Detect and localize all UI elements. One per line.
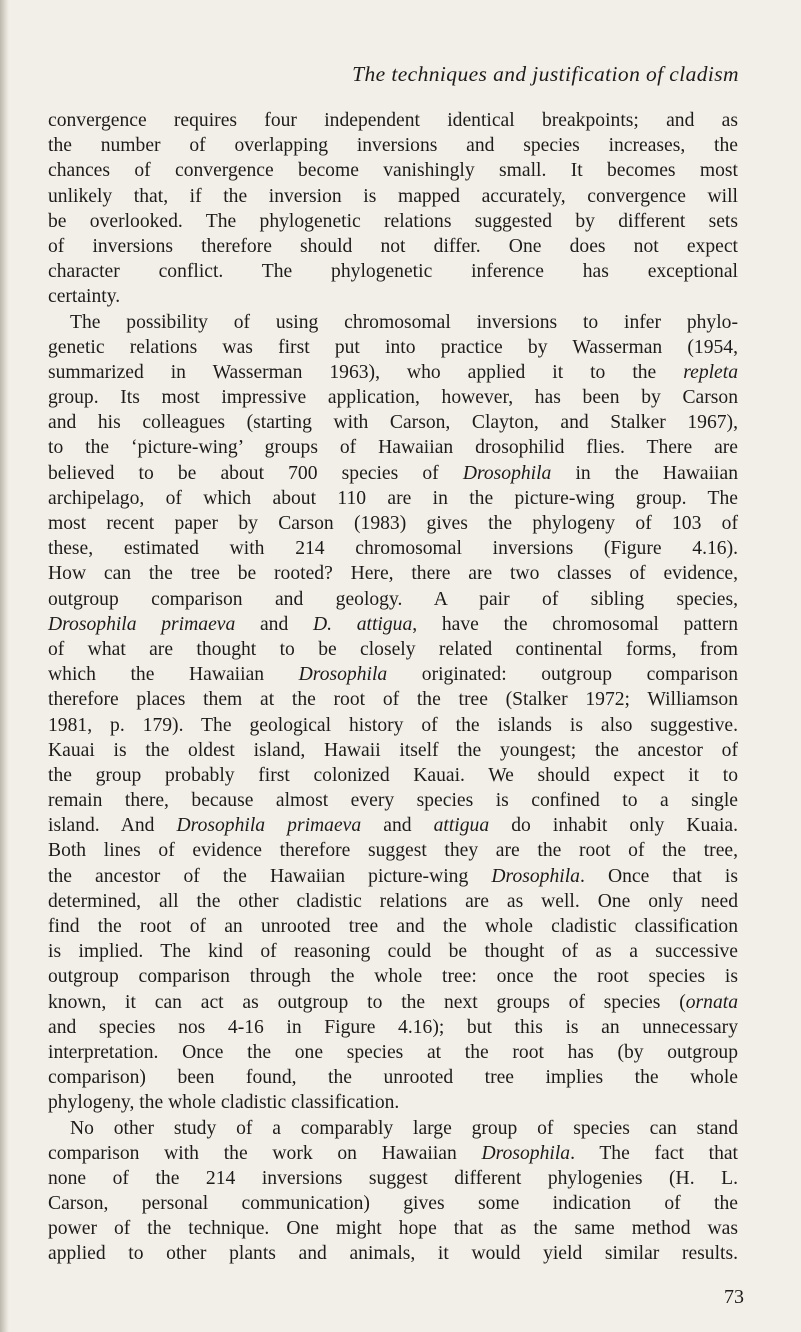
page-number: 73 — [724, 1286, 744, 1308]
page-binding-edge — [0, 0, 9, 1332]
text-line: 1981, p. 179). The geological history of the islands is also suggestive. — [48, 714, 738, 736]
text-line: be overlooked. The phylogenetic relations suggested by different sets — [48, 210, 738, 232]
text-line: The possibility of using chromosomal inversions to infer phylo- — [70, 311, 738, 333]
text-line: How can the tree be rooted? Here, there are two classes of evidence, — [48, 563, 738, 585]
text-line: convergence requires four independent identical breakpoints; and as — [48, 110, 738, 131]
text-line: unlikely that, if the inversion is mapped accurately, convergence will — [48, 185, 738, 207]
text-line: genetic relations was first put into practice by Wasserman (1954, — [48, 336, 738, 358]
text-line: to the ‘picture-wing’ groups of Hawaiian drosophilid flies. There are — [48, 437, 738, 459]
text-line: interpretation. Once the one species at the root has (by outgroup — [48, 1041, 738, 1063]
text-line: summarized in Wasserman 1963), who applied it to the repleta — [48, 361, 738, 383]
text-line: power of the technique. One might hope that as the same method was — [48, 1218, 738, 1240]
text-line: Drosophila primaeva and D. attigua, have the chromosomal pattern — [48, 613, 738, 635]
text-line: applied to other plants and animals, it would yield similar results. — [48, 1243, 738, 1265]
running-head: The techniques and justification of cladism — [352, 62, 739, 86]
text-line: phylogeny, the whole cladistic classification. — [48, 1092, 400, 1114]
text-line: Carson, personal communication) gives some indication of the — [48, 1193, 738, 1215]
text-line: outgroup comparison through the whole tree: once the root species is — [48, 966, 738, 988]
text-line: believed to be about 700 species of Drosophila in the Hawaiian — [48, 462, 738, 484]
text-line: therefore places them at the root of the tree (Stalker 1972; Williamson — [48, 689, 738, 711]
text-line: archipelago, of which about 110 are in the picture-wing group. The — [48, 487, 738, 509]
text-line: is implied. The kind of reasoning could be thought of as a successive — [48, 941, 738, 963]
text-line: the number of overlapping inversions and species increases, the — [48, 135, 738, 157]
text-line: none of the 214 inversions suggest different phylogenies (H. L. — [48, 1167, 738, 1189]
text-line: find the root of an unrooted tree and the whole cladistic classification — [48, 916, 738, 937]
text-line: remain there, because almost every species is confined to a single — [48, 790, 738, 812]
text-line: island. And Drosophila primaeva and attigua do inhabit only Kuaia. — [48, 815, 739, 837]
text-line: Kauai is the oldest island, Hawaii itself the youngest; the ancestor of — [48, 739, 738, 761]
text-line: of inversions therefore should not differ. One does not expect — [48, 235, 738, 257]
text-line: of what are thought to be closely related continental forms, from — [48, 638, 738, 660]
text-line: and his colleagues (starting with Carson, Clayton, and Stalker 1967), — [48, 412, 738, 434]
text-line: known, it can act as outgroup to the next groups of species (ornata — [48, 991, 738, 1013]
text-line: character conflict. The phylogenetic inference has exceptional — [48, 261, 738, 283]
text-line: No other study of a comparably large group of species can stand — [70, 1117, 738, 1139]
text-line: the ancestor of the Hawaiian picture-wing Drosophila. Once that is — [48, 865, 738, 887]
text-line: chances of convergence become vanishingly small. It becomes most — [48, 160, 738, 182]
text-line: most recent paper by Carson (1983) gives the phylogeny of 103 of — [48, 513, 738, 534]
text-line: comparison) been found, the unrooted tree implies the whole — [48, 1067, 738, 1089]
text-line: which the Hawaiian Drosophila originated: outgroup comparison — [48, 664, 738, 686]
text-line: these, estimated with 214 chromosomal inversions (Figure 4.16). — [48, 538, 738, 560]
text-line: comparison with the work on Hawaiian Drosophila. The fact that — [48, 1142, 739, 1164]
text-line: Both lines of evidence therefore suggest they are the root of the tree, — [48, 840, 738, 862]
text-line: determined, all the other cladistic relations are as well. One only need — [48, 890, 738, 912]
text-line: the group probably first colonized Kauai. We should expect it to — [48, 764, 738, 786]
text-line: certainty. — [48, 286, 121, 308]
body-text — [48, 108, 738, 1267]
text-line: and species nos 4-16 in Figure 4.16); but this is an unnecessary — [48, 1016, 738, 1038]
text-line: group. Its most impressive application, however, has been by Carson — [48, 387, 738, 409]
text-line: outgroup comparison and geology. A pair of sibling species, — [48, 588, 738, 610]
